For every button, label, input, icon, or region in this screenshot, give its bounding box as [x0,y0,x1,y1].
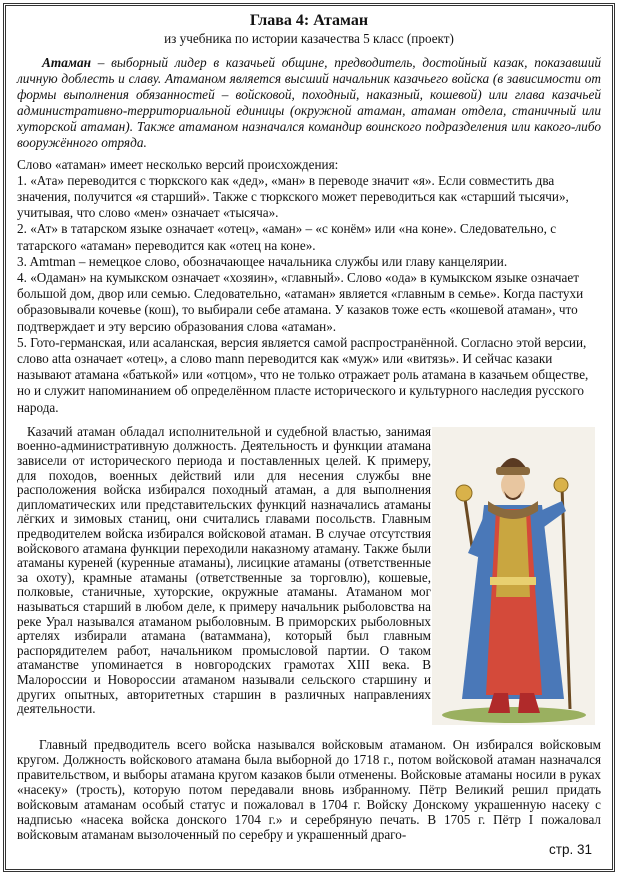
cossack-ataman-illustration [432,427,595,725]
version-item-1: 1. «Ата» переводится с тюркского как «дед», «ман» в переводе значит «я». Если совместить два значения, получится «я старший». Также с тюркского может переводиться как «старший тысячи», учитывая, что слово «мен» означает «тысяча». [17,172,569,221]
version-item-4: 4. «Одаман» на кумыкском означает «хозяин», «главный». Слово «ода» в кумыкском языке означает большой дом, двор или семью. Следовательно, «атаман» является «главным в семье». Когда пастухи образовывали кочевье (кош), то выбирали себе атамана. У казаков тоже есть «кошевой атаман», что подтверждает и эту версию образования слова «атаман». [17,269,584,334]
definition-text: – выборный лидер в казачьей общине, предводитель, достойный казак, показавший личную доблесть и славу. Атаманом является высший начальник казачьего войска (в зависимости от формы выполнения обязанностей – войсковой, походный, наказный, кошевой) или глава казачьей административно-территориальной единицы (окружной атаман, атаман отдела, станичный или хуторской атаман). Также атаманом назначался командир воинского подразделения или какого-либо вооружённого отряда. [17,55,601,151]
origin-versions [17,157,601,416]
version-item-3: 3. Amtman – немецкое слово, обозначающее начальника службы или главу канцелярии. [17,253,508,269]
page-frame [5,5,613,870]
middle-section [17,425,601,737]
page-number: стр. 31 [549,842,592,857]
version-item-5: 5. Гото-германская, или асаланская, версия является самой распространённой. Согласно этой версии, слово atta означает «отец», а слово mann переводится как «муж» или «витязь». И сейчас казаки называют атамана «батькой» или «отцом», что не только отражает роль атамана в казачьем обществе, но и служит напоминанием об определённом пласте исторического и культурного наследия русского народа. [17,334,589,415]
definition-term: Атаман [42,55,91,70]
versions-intro: Слово «атаман» имеет несколько версий происхождения: [17,156,339,172]
definition-paragraph [17,55,601,152]
closing-paragraph: Главный предводитель всего войска назывался войсковым атаманом. Он избирался войсковым кругом. Должность войскового атамана была выборной до 1718 г., потом войсковой атаман назначался правительством, и выборы атамана кругом казаков были отменены. Войсковые атаманы носили в руках «насеку» (трость), которую потом передавали вновь избранному. Пётр Великий решил придать войсковым атаманам особый статус и пожаловал в 1704 г. Войску Донскому украшенную насеку с надписью «насека войска донского 1704 г.» и серебряную печать. В 1705 г. Пётр I пожаловал войсковым атаманам вызолоченный по серебру и украшенный драго- [17,736,601,842]
ataman-functions-paragraph: Казачий атаман обладал исполнительной и судебной властью, занимая военно-административную должность. Деятельность и функции атамана зависели от исторического периода и поставленных целей. К примеру, для походов, военных действий или для несения службы вне расположения войска избирался походный атаман, а для выполнения дипломатических или представительских функций назначались атаманы лёгких и зимовых станиц, они считались главами посольств. Главным предводителем войска избирался войсковой атаман. В случае отсутствия войскового атамана функции переходили наказному атаману. Также были атаманы куреней (куренные атаманы), лисицкие атаманы (ответственные за охоту), крамные атаманы (ответственные за торговлю), кошевые, полковые, станичные, хуторские, окружные атаманы. Атаманом мог называться старший в любом деле, к примеру начальник рыболовства на реке Урал назывался атаманом рыболовным. В приморских рыболовных артелях избирали атамана (ватаммана), который был главным распорядителем работ, начальником промысловой партии. О таком атаманстве упоминается в новгородских грамотах XIII века. В Малороссии и Новороссии атаманом называли сельского старшину и других опытных, авторитетных старшин в различных направлениях деятельности. [17,423,431,717]
chapter-title: Глава 4: Атаман [249,12,369,29]
textbook-page [3,3,615,872]
version-item-2: 2. «Ат» в татарском языке означает «отец», «аман» – «с конём» или «на коне». Следовательно, с татарского «атаман» переводится как «отец на коне». [17,221,557,253]
chapter-subtitle: из учебника по истории казачества 5 класс (проект) [164,31,454,46]
